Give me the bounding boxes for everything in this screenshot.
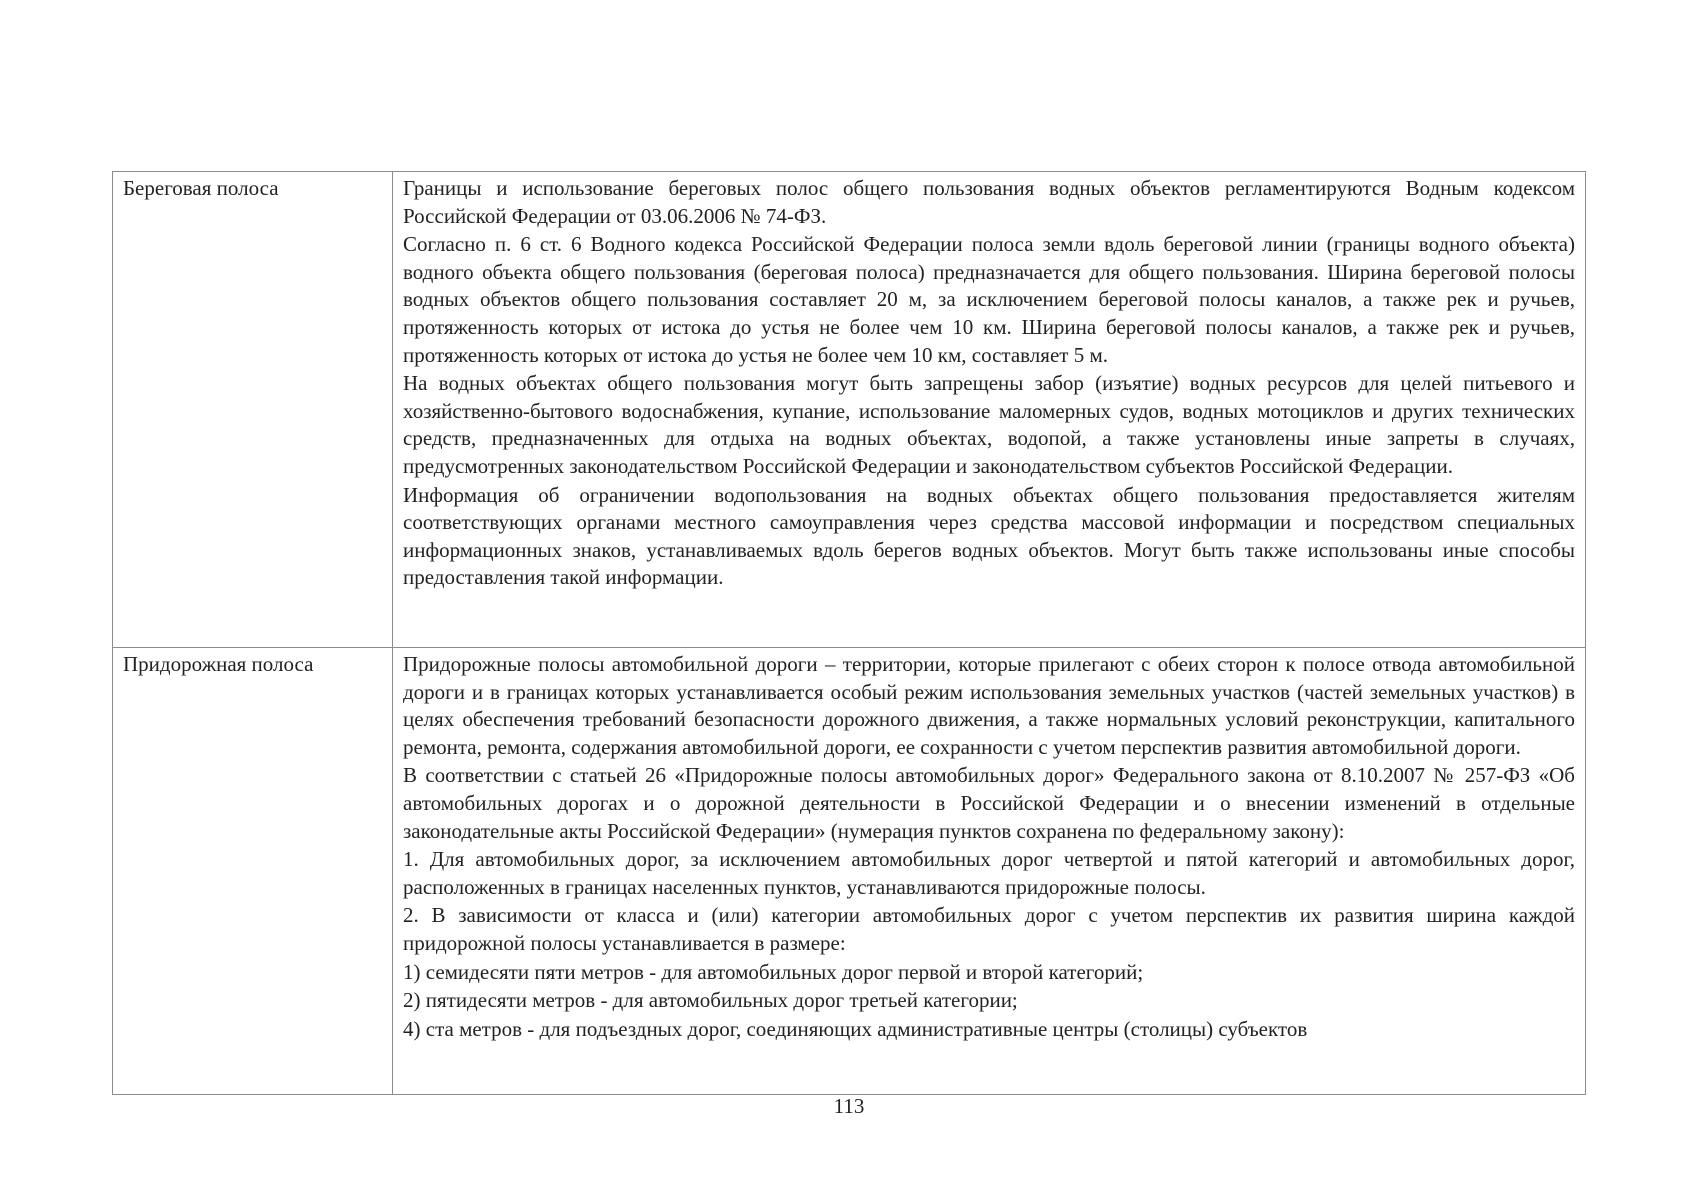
term-cell [113,172,393,648]
paragraph: 1. Для автомобильных дорог, за исключением автомобильных дорог четвертой и пятой категорий и автомобильных дорог, расположенных в границах населенных пунктов, устанавливаются придорожные полосы. [403,847,1575,899]
paragraph: На водных объектах общего пользования могут быть запрещены забор (изъятие) водных ресурсов для целей питьевого и хозяйственно-бытового водоснабжения, купание, использование маломерных судов, водных мотоциклов и других технических средств, предназначенных для отдыха на водных объектах, водопой, а также установлены иные запреты в случаях, предусмотренных законодательством Российской Федерации и законодательством субъектов Российской Федерации. [403,371,1575,478]
paragraph: Согласно п. 6 ст. 6 Водного кодекса Российской Федерации полоса земли вдоль береговой линии (границы водного объекта) водного объекта общего пользования (береговая полоса) предназначается для общего пользования. Ширина береговой полосы водных объектов общего пользования составляет 20 м, за исключением береговой полосы каналов, а также рек и ручьев, протяженность которых от истока до устья не более чем 10 км. Ширина береговой полосы каналов, а также рек и ручьев, протяженность которых от истока до устья не более чем 10 км, составляет 5 м. [403,232,1575,367]
paragraph: 4) ста метров - для подъездных дорог, соединяющих административные центры (столицы) субъектов [403,1016,1308,1041]
paragraph: Информация об ограничении водопользования на водных объектах общего пользования предоставляется жителям соответствующих органами местного самоуправления через средства массовой информации и посредством специальных информационных знаков, устанавливаемых вдоль берегов водных объектов. Могут быть также использованы иные способы предоставления такой информации. [403,482,1575,590]
paragraph: 2. В зависимости от класса и (или) категории автомобильных дорог с учетом перспектив их развития ширина каждой придорожной полосы устанавливается в размере: [403,903,1575,955]
paragraph: 2) пятидесяти метров - для автомобильных дорог третьей категории; [403,988,1018,1013]
definition-cell [393,172,1586,648]
paragraph: Границы и использование береговых полос общего пользования водных объектов регламентируются Водным кодексом Российской Федерации от 03.06.2006 № 74-ФЗ. [403,176,1575,228]
paragraph: 1) семидесяти пяти метров - для автомобильных дорог первой и второй категорий; [403,959,1144,984]
term-label: Береговая полоса [123,176,279,200]
term-label: Придорожная полоса [123,652,314,676]
definitions-table [112,171,1586,1095]
definition-cell [393,648,1586,1095]
page-number: 113 [833,1094,865,1118]
table-row [113,648,1586,1095]
table-row [113,172,1586,648]
definition-content [403,651,1575,1091]
paragraph: В соответствии с статьей 26 «Придорожные полосы автомобильных дорог» Федерального закона от 8.10.2007 № 257-ФЗ «Об автомобильных дорогах и о дорожной деятельности в Российской Федерации и о внесении изменений в отдельные законодательные акты Российской Федерации» (нумерация пунктов сохранена по федеральному закону): [403,763,1575,843]
paragraph: Придорожные полосы автомобильной дороги – территории, которые прилегают с обеих сторон к полосе отвода автомобильной дороги и в границах которых устанавливается особый режим использования земельных участков (частей земельных участков) в целях обеспечения требований безопасности дорожного движения, а также нормальных условий реконструкции, капитального ремонта, ремонта, содержания автомобильной дороги, ее сохранности с учетом перспектив развития автомобильной дороги. [403,652,1575,759]
term-cell [113,648,393,1095]
